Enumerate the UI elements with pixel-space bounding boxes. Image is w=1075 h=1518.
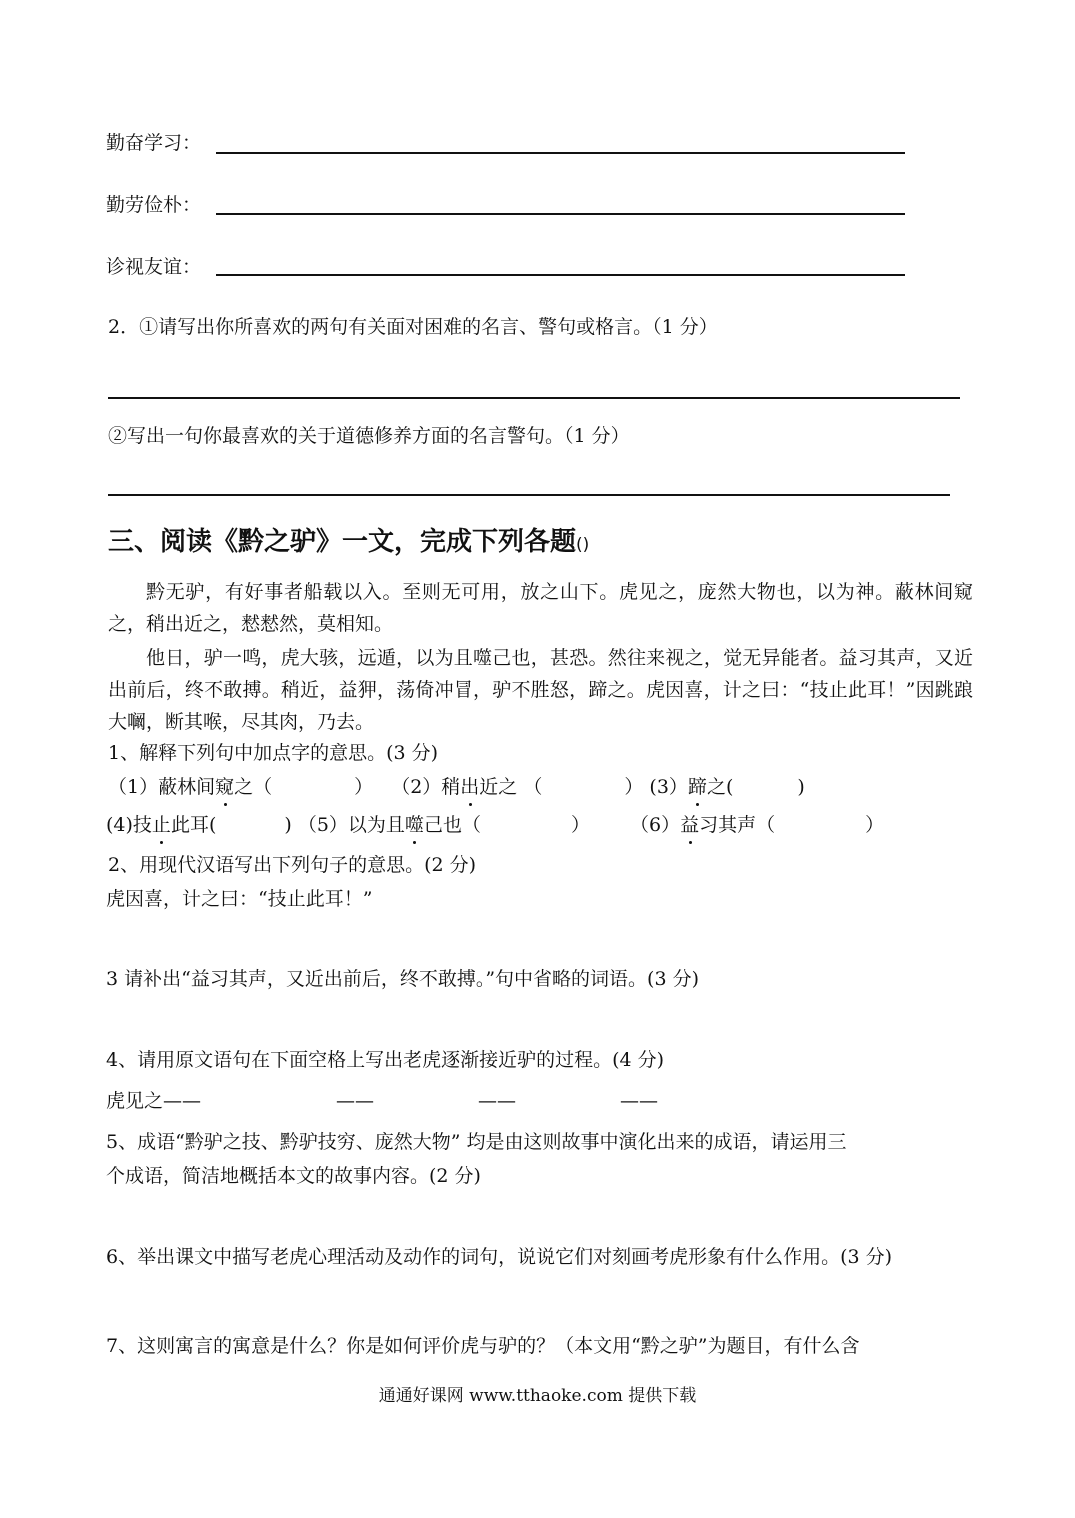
answer-line-q2-2[interactable]: [108, 494, 950, 496]
dotted-char: 蹄: [688, 772, 707, 802]
answer-line-q2-1[interactable]: [108, 397, 960, 399]
question-2-part2: ②写出一句你最喜欢的关于道德修养方面的名言警句。（1 分）: [108, 425, 630, 447]
q1-item-3: (3）蹄之( ): [649, 776, 804, 798]
dotted-char: 止: [152, 810, 171, 840]
answer-line-2[interactable]: [216, 213, 905, 215]
page-footer: 通通好课网 www.tthaoke.com 提供下载: [378, 1386, 697, 1406]
q4-blank-3[interactable]: ——: [620, 1090, 658, 1112]
section-3-heading-text: 三、阅读《黔之驴》一文，完成下列各题: [108, 527, 577, 557]
dotted-char: 益: [680, 810, 699, 840]
q6: 6、举出课文中描写老虎心理活动及动作的词句，说说它们对刻画考虎形象有什么作用。(3 分): [106, 1246, 893, 1268]
q4-blank-2[interactable]: ——: [478, 1090, 516, 1112]
dotted-char: 噬: [405, 810, 424, 840]
q7: 7、这则寓言的寓意是什么？你是如何评价虎与驴的？（本文用“黔之驴”为题目，有什么含: [106, 1335, 860, 1357]
q1-row-1: [108, 772, 805, 802]
fill-label-1: 勤奋学习：: [106, 132, 202, 154]
passage-paragraph-2: 他日，驴一鸣，虎大骇，远遁，以为且噬己也，甚恐。然往来视之，觉无异能者。益习其声，又近出前后，终不敢搏。稍近，益狎，荡倚冲冒，驴不胜怒，蹄之。虎因喜，计之曰：“技止此耳！”因跳踉大㘎，断其喉，尽其肉，乃去。: [108, 647, 973, 733]
q2-title: 2、用现代汉语写出下列句子的意思。(2 分): [108, 854, 477, 876]
q1-item-6: （6）益习其声（ ）: [630, 814, 884, 836]
q2-sentence: 虎因喜，计之曰：“技止此耳！”: [106, 888, 373, 910]
q5-line-1: 5、成语“黔驴之技、黔驴技穷、庞然大物” 均是由这则故事中演化出来的成语，请运用三: [106, 1131, 847, 1153]
dotted-char: 出: [460, 772, 479, 802]
section-3-heading-suffix: (): [576, 535, 590, 555]
q1-item-5: （5）以为且噬己也（ ）: [298, 814, 590, 836]
answer-line-3[interactable]: [216, 274, 905, 276]
section-3-heading: [108, 524, 589, 563]
q4-title: 4、请用原文语句在下面空格上写出老虎逐渐接近驴的过程。(4 分): [106, 1049, 665, 1071]
q1-title: 1、解释下列句中加点字的意思。(3 分): [108, 742, 439, 764]
fill-label-3: 诊视友谊：: [106, 256, 202, 278]
q4-blank-1[interactable]: ——: [336, 1090, 374, 1112]
q1-item-2: （2）稍出近之 （ ）: [391, 776, 643, 798]
passage-paragraph-1: 黔无驴，有好事者船载以入。至则无可用，放之山下。虎见之，庞然大物也，以为神。蔽林间窥之，稍出近之，慭慭然，莫相知。: [108, 581, 973, 635]
q1-item-4: (4)技止此耳( ): [106, 814, 292, 836]
q4-start: 虎见之——: [106, 1090, 202, 1112]
fill-label-2: 勤劳俭朴：: [106, 194, 202, 216]
q5-line-2: 个成语，简洁地概括本文的故事内容。(2 分): [106, 1165, 481, 1187]
q1-row-2: [106, 810, 884, 840]
q3: 3 请补出“益习其声，又近出前后，终不敢搏。”句中省略的词语。(3 分): [106, 968, 700, 990]
dotted-char: 窥: [215, 772, 234, 802]
question-2-part1: 2．①请写出你所喜欢的两句有关面对困难的名言、警句或格言。（1 分）: [108, 316, 718, 338]
q1-item-1: （1）蔽林间窥之（ ）: [108, 776, 373, 798]
answer-line-1[interactable]: [216, 152, 905, 154]
